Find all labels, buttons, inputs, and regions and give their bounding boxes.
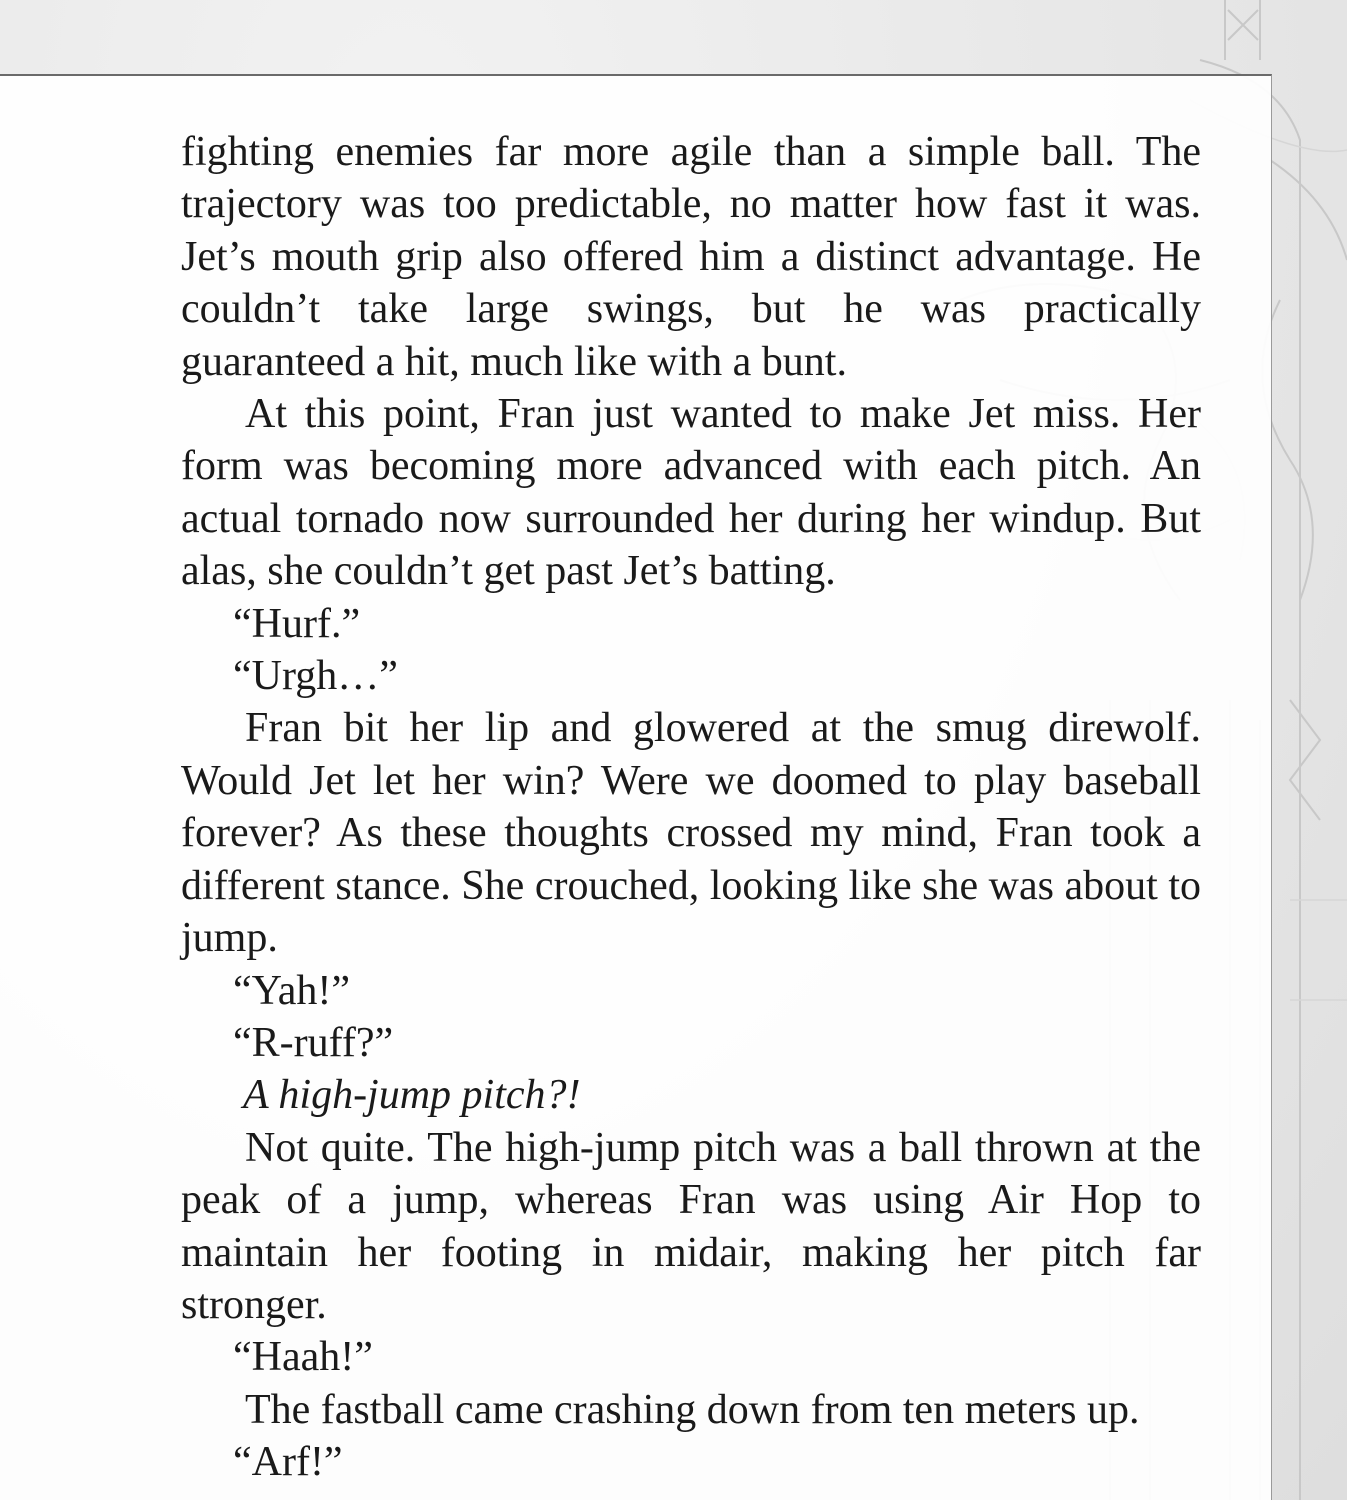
dialogue-line: “Hurf.”	[233, 600, 361, 647]
body-text	[181, 126, 1201, 1489]
paragraph: Not quite. The high-jump pitch was a ball thrown at the peak of a jump, whereas Fran was using Air Hop to maintain her footing in midair, making her pitch far stronger.	[181, 1124, 1201, 1328]
paragraph: At this point, Fran just wanted to make Jet miss. Her form was becoming more advanced with each pitch. An actual tornado now surrounded her during her windup. But alas, she couldn’t get past Jet’s batting.	[181, 391, 1201, 595]
dialogue-line: “Arf!”	[233, 1439, 343, 1486]
paragraph: The fastball came crashing down from ten meters up.	[245, 1386, 1140, 1433]
dialogue-line: “Haah!”	[233, 1334, 373, 1381]
dialogue-line: “Yah!”	[233, 967, 351, 1014]
italic-thought: A high-jump pitch?!	[243, 1072, 581, 1119]
paragraph: Fran bit her lip and glowered at the smug direwolf. Would Jet let her win? Were we doomed to play baseball forever? As these thoughts crossed my mind, Fran took a different stance. She crouched, looking like she was about to jump.	[181, 705, 1201, 962]
dialogue-line: “Urgh…”	[233, 653, 398, 700]
dialogue-line: “R-ruff?”	[233, 1019, 394, 1066]
paragraph: fighting enemies far more agile than a simple ball. The trajectory was too predictable, no matter how fast it was. Jet’s mouth grip also offered him a distinct advantage. He couldn’t take large swings, but he was practically guaranteed a hit, much like with a bunt.	[181, 129, 1201, 385]
